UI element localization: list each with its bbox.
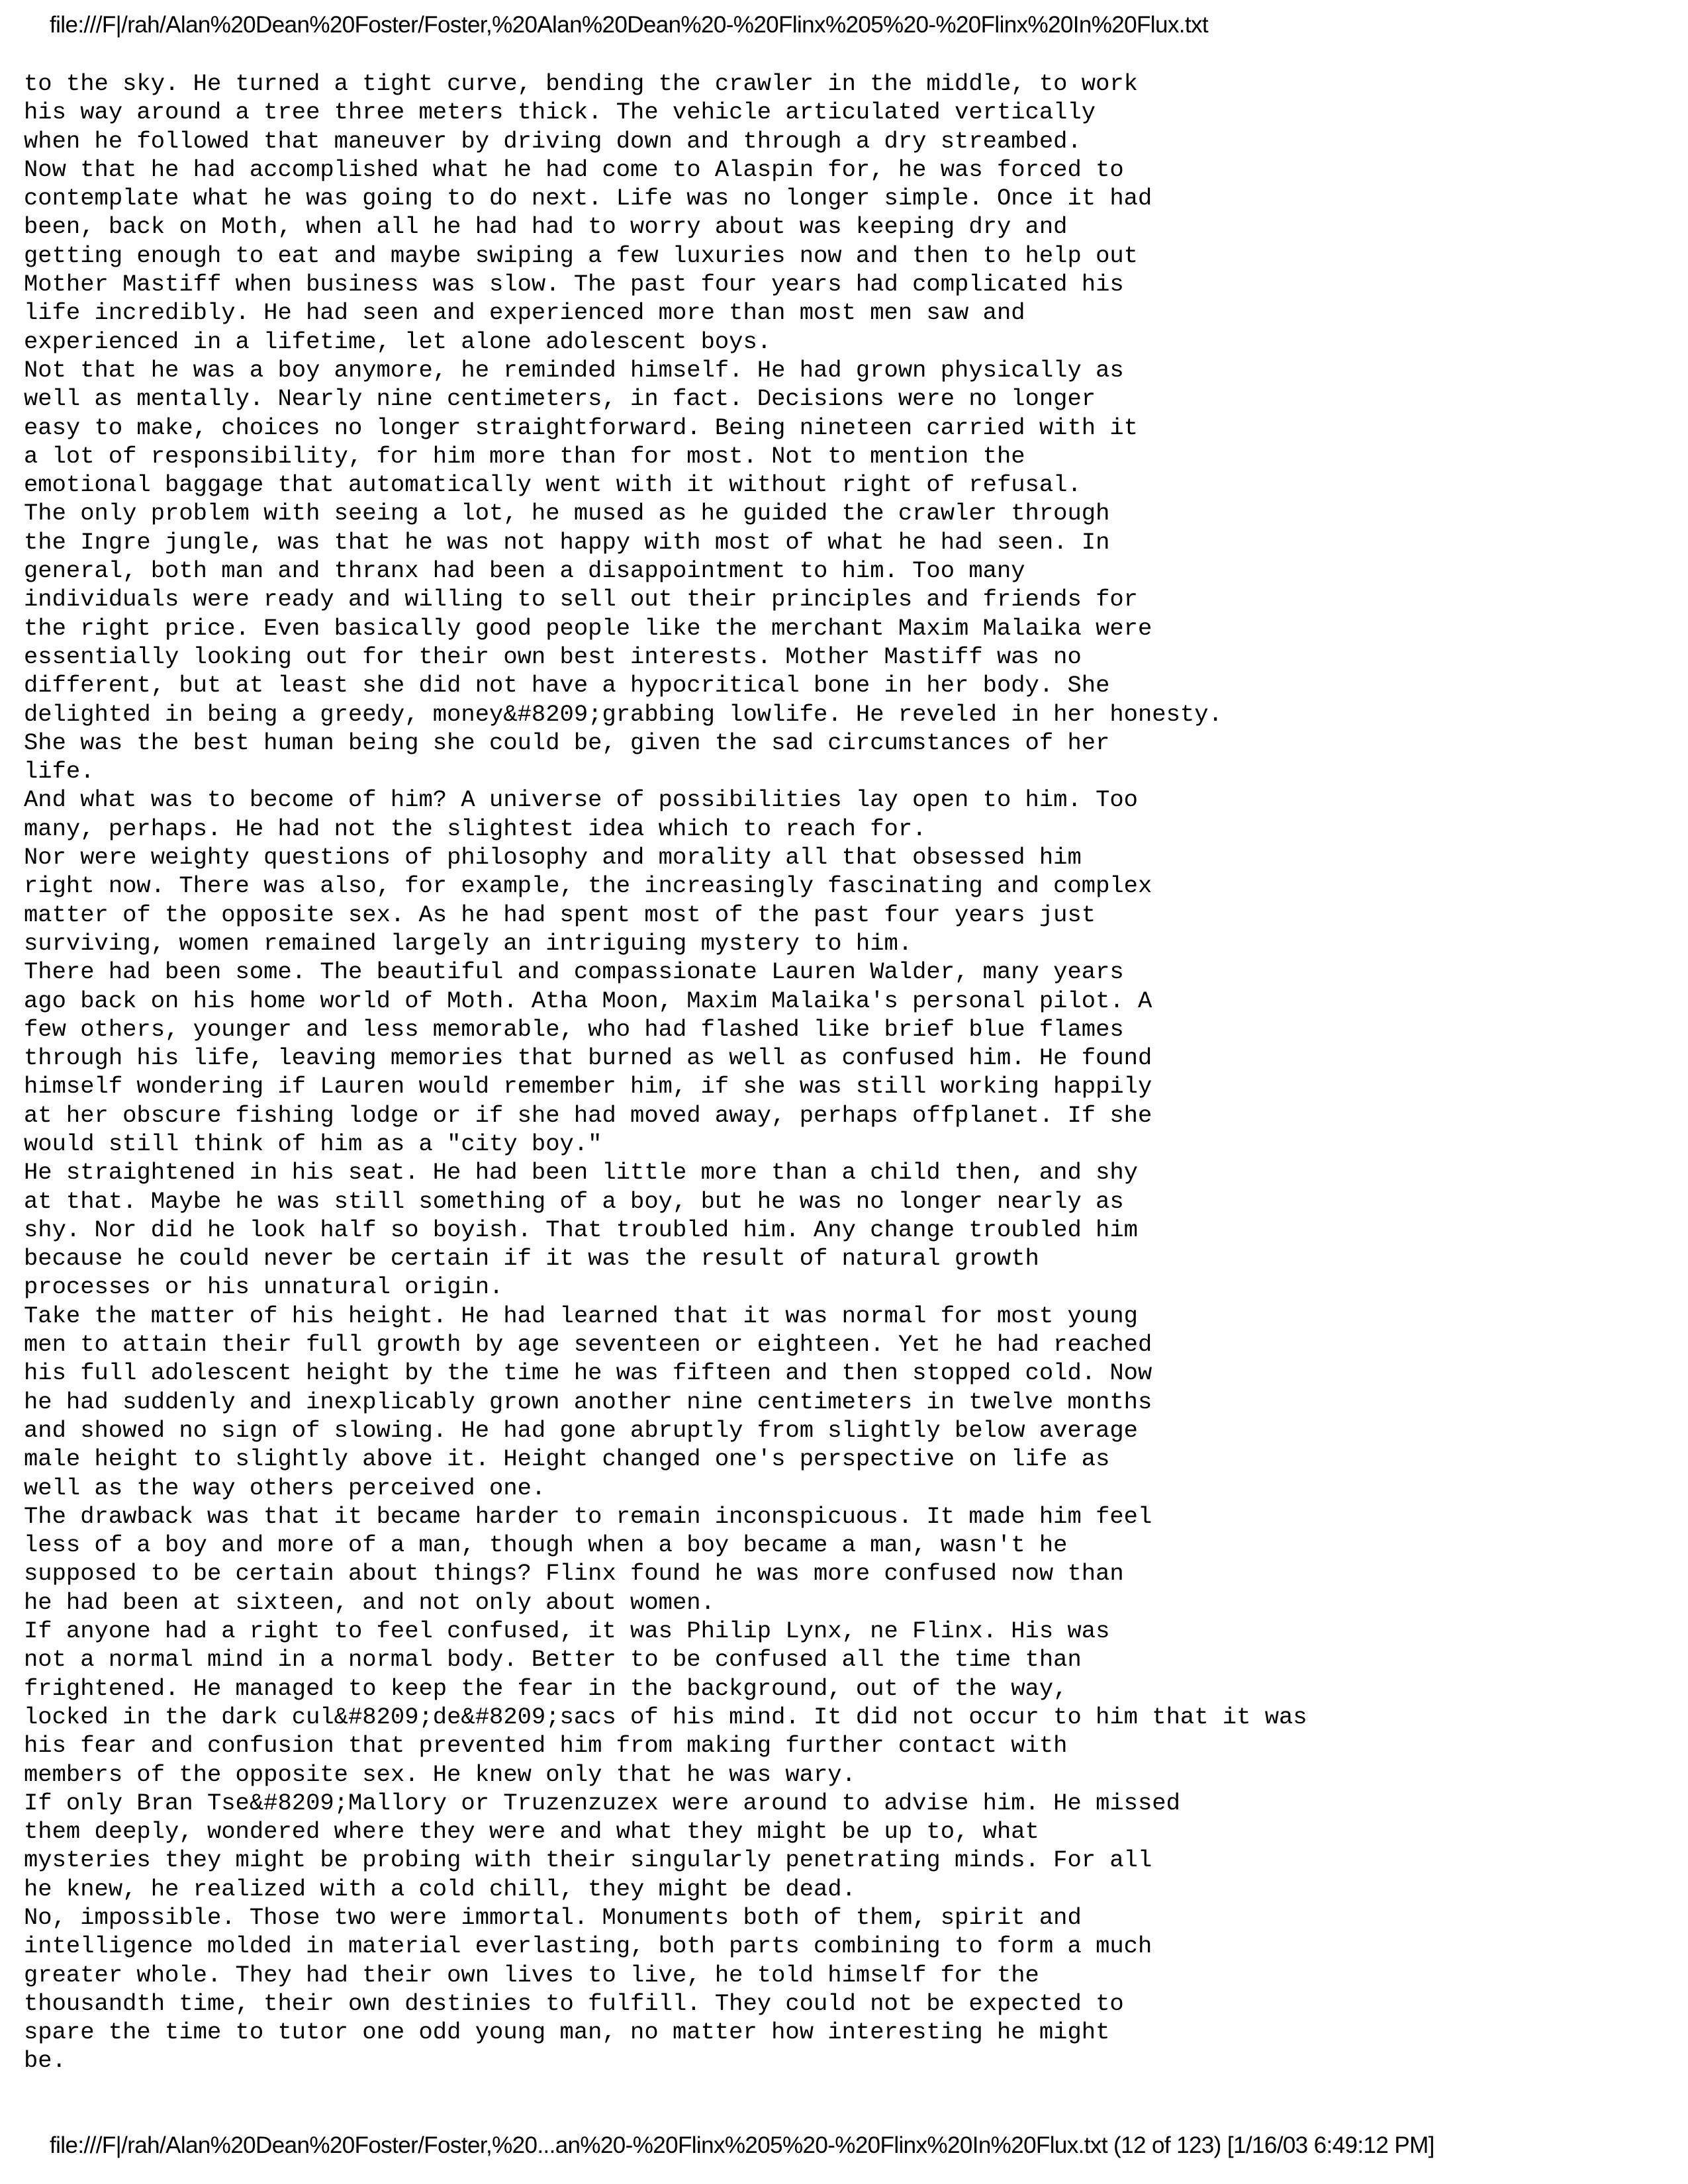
- text-line: surviving, women remained largely an intriguing mystery to him.: [24, 929, 913, 957]
- text-line: the Ingre jungle, was that he was not happy with most of what he had seen. In: [24, 528, 1110, 556]
- text-line: his full adolescent height by the time he was fifteen and then stopped cold. Now: [24, 1359, 1152, 1387]
- text-line: less of a boy and more of a man, though when a boy became a man, wasn't he: [24, 1531, 1068, 1559]
- text-line: frightened. He managed to keep the fear in the background, out of the way,: [24, 1674, 1068, 1702]
- text-line: at her obscure fishing lodge or if she had moved away, perhaps offplanet. If she: [24, 1101, 1152, 1129]
- text-line: ago back on his home world of Moth. Atha Moon, Maxim Malaika's personal pilot. A: [24, 987, 1152, 1015]
- text-line: life incredibly. He had seen and experienced more than most men saw and: [24, 299, 1025, 327]
- text-line: been, back on Moth, when all he had had to worry about was keeping dry and: [24, 213, 1068, 241]
- text-line: his fear and confusion that prevented him from making further contact with: [24, 1732, 1068, 1760]
- text-line: few others, younger and less memorable, who had flashed like brief blue flames: [24, 1015, 1124, 1043]
- text-line: easy to make, choices no longer straightforward. Being nineteen carried with it: [24, 414, 1138, 441]
- text-line: his way around a tree three meters thick. The vehicle articulated vertically: [24, 99, 1096, 126]
- text-line: Now that he had accomplished what he had come to Alaspin for, he was forced to: [24, 156, 1124, 183]
- text-line: not a normal mind in a normal body. Better to be confused all the time than: [24, 1646, 1082, 1674]
- text-line: would still think of him as a "city boy.": [24, 1130, 602, 1158]
- text-line: general, both man and thranx had been a disappointment to him. Too many: [24, 557, 1025, 585]
- text-line: processes or his unnatural origin.: [24, 1273, 504, 1301]
- text-line: because he could never be certain if it was the result of natural growth: [24, 1245, 1039, 1273]
- text-line: experienced in a lifetime, let alone adolescent boys.: [24, 328, 772, 355]
- text-line: emotional baggage that automatically went with it without right of refusal.: [24, 471, 1082, 499]
- text-line: he knew, he realized with a cold chill, they might be dead.: [24, 1875, 856, 1903]
- text-line: intelligence molded in material everlasting, both parts combining to form a much: [24, 1933, 1152, 1960]
- text-line: No, impossible. Those two were immortal. Monuments both of them, spirit and: [24, 1904, 1082, 1931]
- text-line: to the sky. He turned a tight curve, bending the crawler in the middle, to work: [24, 70, 1138, 97]
- text-line: at that. Maybe he was still something of a boy, but he was no longer nearly as: [24, 1187, 1124, 1215]
- text-line: himself wondering if Lauren would remember him, if she was still working happily: [24, 1073, 1152, 1101]
- text-line: individuals were ready and willing to sell out their principles and friends for: [24, 586, 1138, 614]
- text-line: thousandth time, their own destinies to fulfill. They could not be expected to: [24, 1989, 1124, 2017]
- text-line: locked in the dark cul&#8209;de&#8209;sacs of his mind. It did not occur to him that it was: [24, 1703, 1307, 1731]
- text-line: If anyone had a right to feel confused, it was Philip Lynx, ne Flinx. His was: [24, 1617, 1110, 1645]
- text-line: different, but at least she did not have a hypocritical bone in her body. She: [24, 672, 1110, 700]
- text-line: he had suddenly and inexplicably grown another nine centimeters in twelve months: [24, 1388, 1152, 1416]
- text-line: right now. There was also, for example, the increasingly fascinating and complex: [24, 872, 1152, 900]
- text-line: delighted in being a greedy, money&#8209;grabbing lowlife. He reveled in her honesty.: [24, 700, 1223, 728]
- text-line: well as the way others perceived one.: [24, 1474, 546, 1502]
- text-line: men to attain their full growth by age seventeen or eighteen. Yet he had reached: [24, 1331, 1152, 1359]
- text-line: He straightened in his seat. He had been little more than a child then, and shy: [24, 1159, 1138, 1187]
- text-line: spare the time to tutor one odd young man, no matter how interesting he might: [24, 2019, 1110, 2046]
- text-line: the right price. Even basically good people like the merchant Maxim Malaika were: [24, 614, 1152, 642]
- text-line: a lot of responsibility, for him more than for most. Not to mention the: [24, 442, 1025, 470]
- text-line: life.: [24, 758, 95, 786]
- text-line: mysteries they might be probing with their singularly penetrating minds. For all: [24, 1846, 1152, 1874]
- text-line: when he followed that maneuver by driving down and through a dry streambed.: [24, 127, 1082, 155]
- text-line: If only Bran Tse&#8209;Mallory or Truzenzuzex were around to advise him. He missed: [24, 1789, 1180, 1817]
- page-footer-info: file:///F|/rah/Alan%20Dean%20Foster/Foster,%20...an%20-%20Flinx%205%20-%20Flinx%20In%20Flux.txt (12 of 123) [1/16/03 6:49:12 PM]: [50, 2132, 1434, 2158]
- text-line: he had been at sixteen, and not only about women.: [24, 1588, 715, 1616]
- text-line: and showed no sign of slowing. He had gone abruptly from slightly below average: [24, 1416, 1138, 1444]
- text-line: Not that he was a boy anymore, he reminded himself. He had grown physically as: [24, 356, 1124, 384]
- text-line: Nor were weighty questions of philosophy and morality all that obsessed him: [24, 844, 1082, 872]
- text-line: And what was to become of him? A universe of possibilities lay open to him. Too: [24, 786, 1138, 814]
- text-line: Mother Mastiff when business was slow. The past four years had complicated his: [24, 271, 1124, 298]
- text-line: The only problem with seeing a lot, he mused as he guided the crawler through: [24, 500, 1110, 527]
- text-line: shy. Nor did he look half so boyish. That troubled him. Any change troubled him: [24, 1216, 1138, 1244]
- text-line: The drawback was that it became harder to remain inconspicuous. It made him feel: [24, 1502, 1152, 1530]
- text-line: members of the opposite sex. He knew only that he was wary.: [24, 1760, 856, 1788]
- text-line: There had been some. The beautiful and compassionate Lauren Walder, many years: [24, 958, 1124, 986]
- text-line: well as mentally. Nearly nine centimeters, in fact. Decisions were no longer: [24, 385, 1096, 413]
- text-line: male height to slightly above it. Height changed one's perspective on life as: [24, 1445, 1110, 1473]
- text-line: getting enough to eat and maybe swiping a few luxuries now and then to help out: [24, 242, 1138, 269]
- text-line: supposed to be certain about things? Flinx found he was more confused now than: [24, 1560, 1124, 1588]
- text-line: She was the best human being she could be, given the sad circumstances of her: [24, 729, 1110, 756]
- text-line: matter of the opposite sex. As he had spent most of the past four years just: [24, 901, 1096, 929]
- document-body: [24, 69, 1665, 2075]
- text-line: essentially looking out for their own best interests. Mother Mastiff was no: [24, 643, 1082, 670]
- page-header-path: file:///F|/rah/Alan%20Dean%20Foster/Foster,%20Alan%20Dean%20-%20Flinx%205%20-%20Flinx%20In%20Flux.txt: [50, 12, 1209, 38]
- text-line: Take the matter of his height. He had learned that it was normal for most young: [24, 1302, 1138, 1330]
- text-line: greater whole. They had their own lives to live, he told himself for the: [24, 1961, 1039, 1989]
- text-line: be.: [24, 2047, 66, 2075]
- text-line: many, perhaps. He had not the slightest idea which to reach for.: [24, 815, 927, 842]
- text-line: through his life, leaving memories that burned as well as confused him. He found: [24, 1044, 1152, 1072]
- text-line: them deeply, wondered where they were and what they might be up to, what: [24, 1818, 1039, 1846]
- text-line: contemplate what he was going to do next. Life was no longer simple. Once it had: [24, 185, 1152, 212]
